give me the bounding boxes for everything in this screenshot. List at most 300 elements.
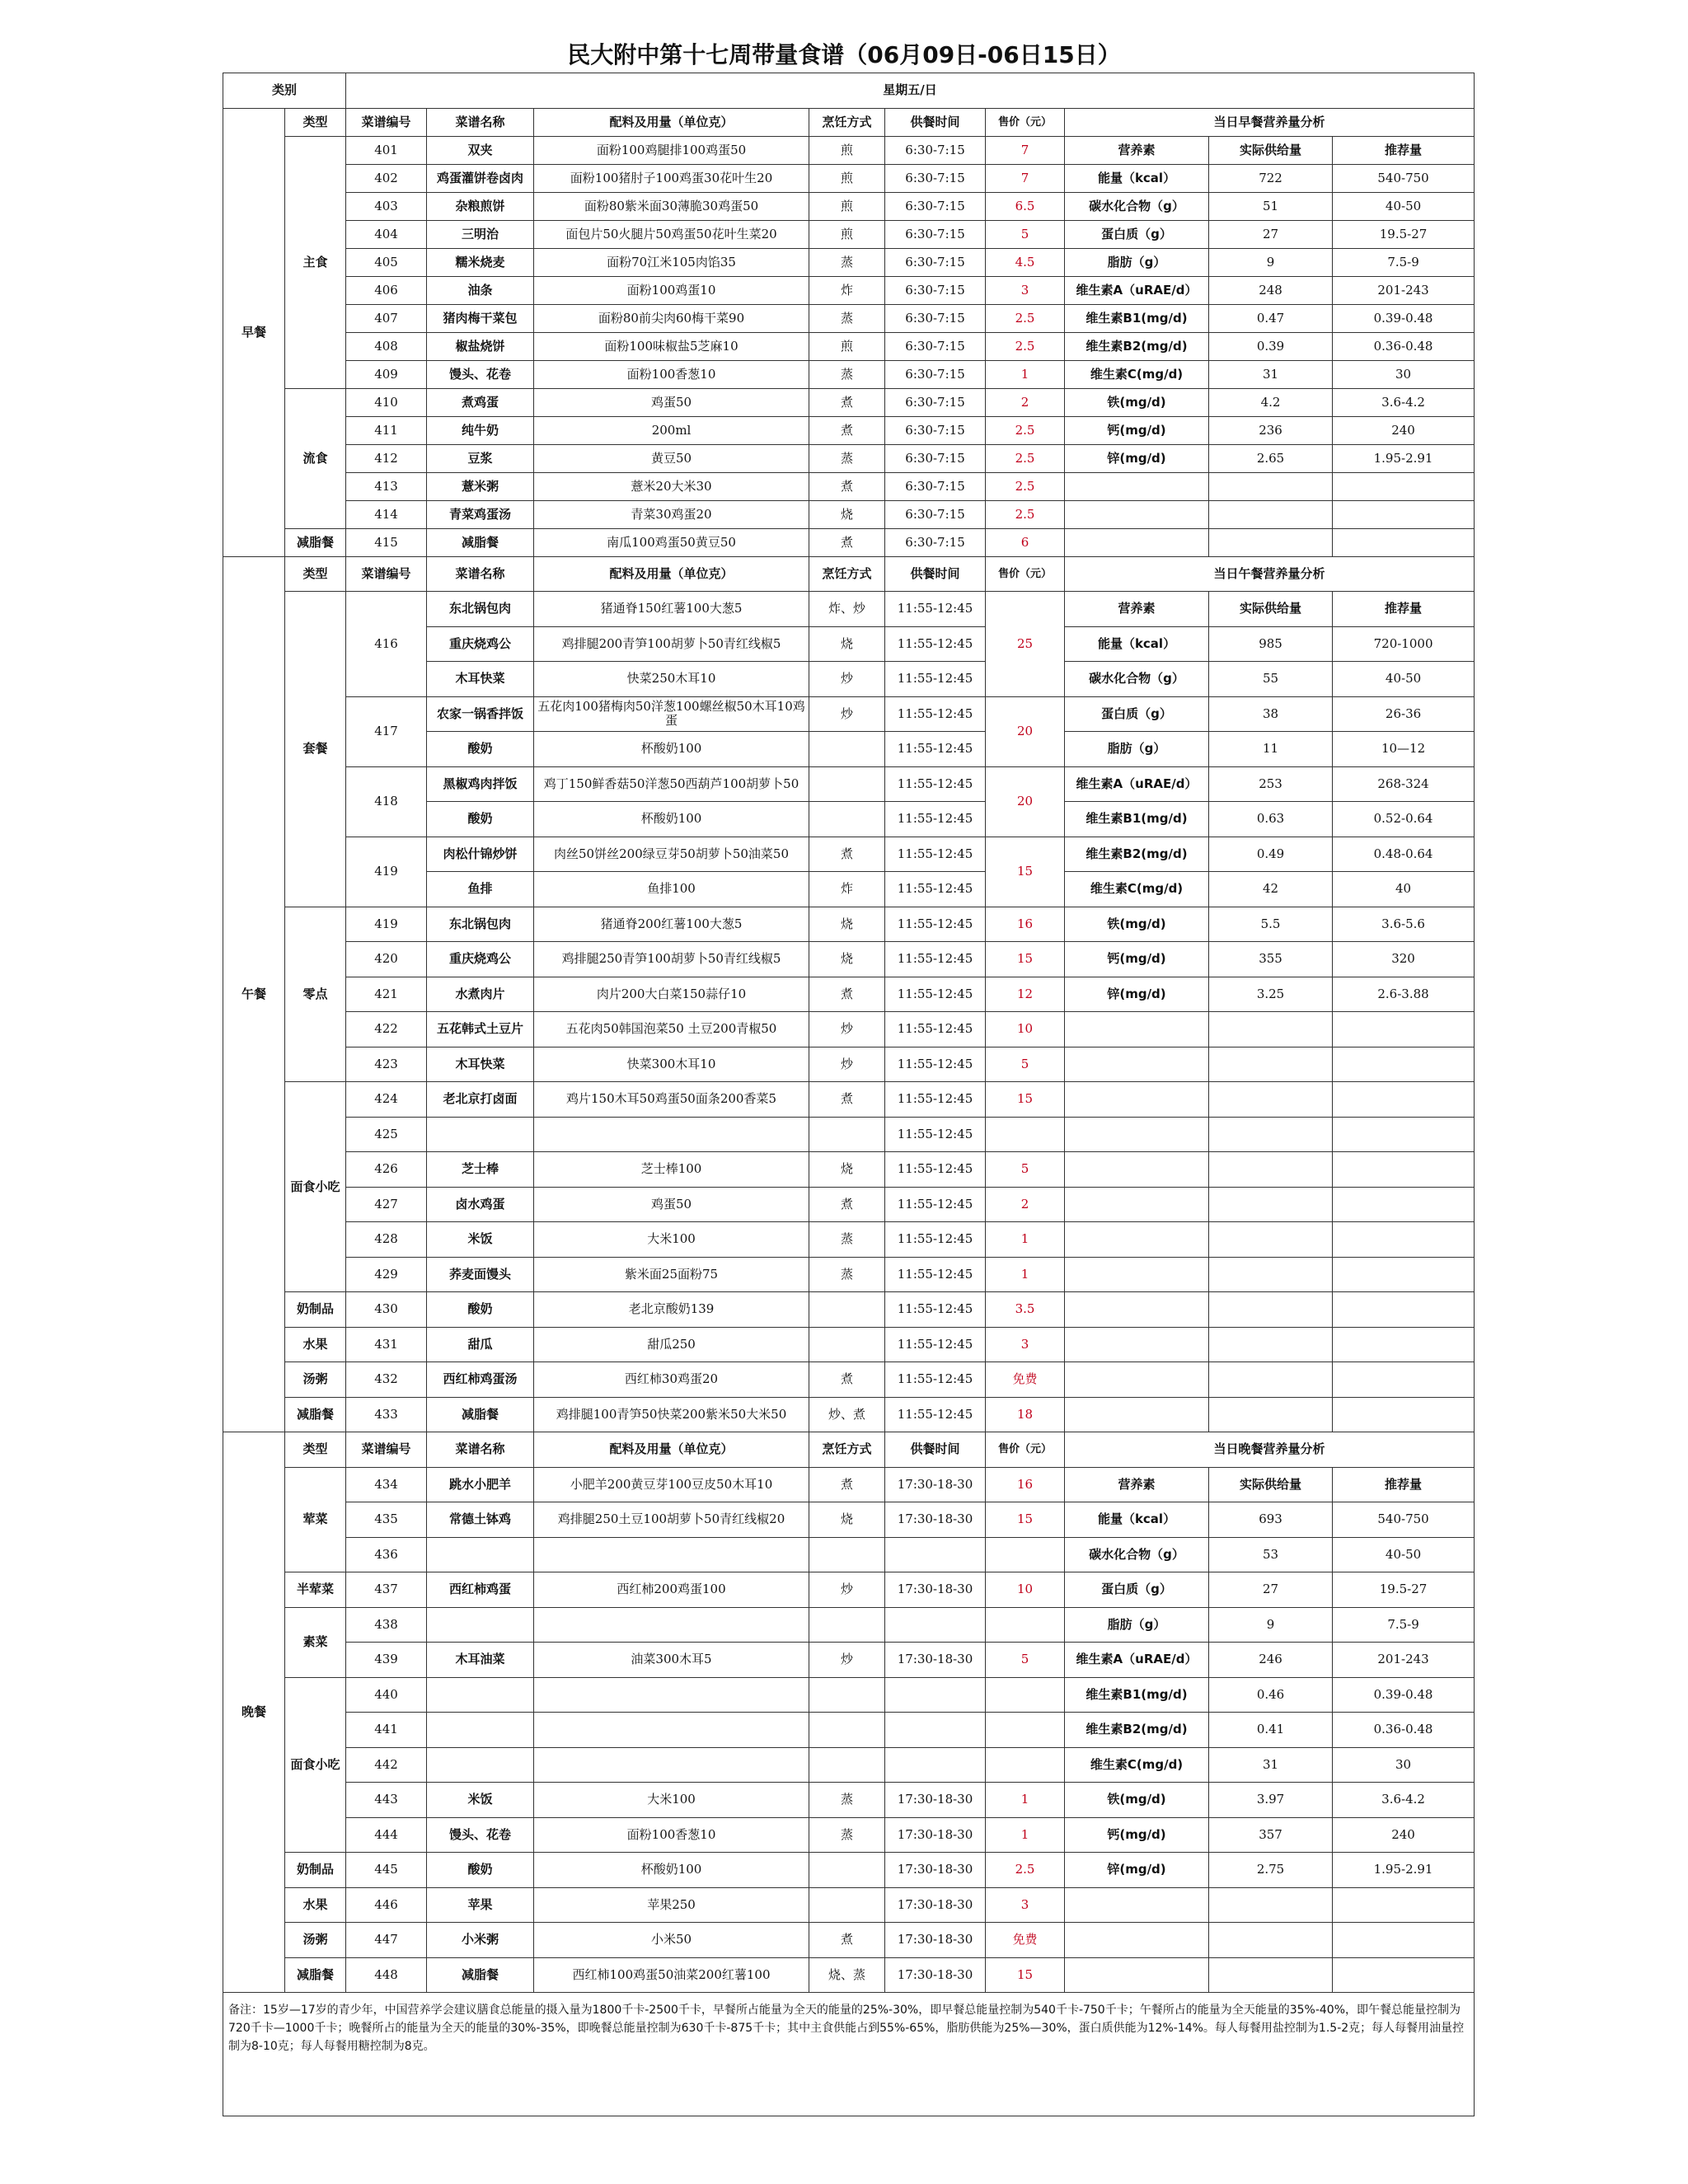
dish-type: 流食 [285, 388, 346, 528]
serving-time: 11:55-12:45 [885, 1257, 986, 1292]
table-row [223, 500, 1475, 528]
dish-price: 15 [986, 1957, 1065, 1993]
dish-price: 2.5 [986, 416, 1065, 444]
dish-price: 12 [986, 977, 1065, 1012]
dish-name: 杂粮煎饼 [427, 192, 534, 220]
dish-name: 鸡蛋灌饼卷卤肉 [427, 164, 534, 192]
day-header: 星期五/日 [346, 73, 1475, 109]
table-row [223, 942, 1475, 977]
dish-name [427, 1117, 534, 1152]
empty-cell [1209, 1292, 1333, 1328]
dish-name: 东北锅包肉 [427, 592, 534, 627]
nutrient-name: 蛋白质（g） [1065, 220, 1209, 248]
dish-ingredients: 200ml [534, 416, 809, 444]
dish-ingredients: 鸡排腿250青笋100胡萝卜50青红线椒5 [534, 942, 809, 977]
nutrient-actual: 3.97 [1209, 1783, 1333, 1818]
col-ingredients-header: 配料及用量（单位克） [534, 556, 809, 592]
dish-ingredients: 五花肉100猪梅肉50洋葱100螺丝椒50木耳10鸡蛋 [534, 696, 809, 732]
col-time-header: 供餐时间 [885, 108, 986, 136]
dish-price [986, 1677, 1065, 1713]
dish-code: 424 [346, 1082, 427, 1118]
empty-cell [1209, 1012, 1333, 1047]
empty-cell [1333, 1887, 1475, 1923]
table-row [223, 1432, 1475, 1468]
empty-cell [1333, 1187, 1475, 1222]
dish-ingredients: 鸡排腿250土豆100胡萝卜50青红线椒20 [534, 1502, 809, 1538]
cooking-method: 炸、炒 [809, 592, 885, 627]
nutrient-recommended: 0.52-0.64 [1333, 802, 1475, 837]
dish-name: 酸奶 [427, 802, 534, 837]
set-meal-price: 25 [986, 592, 1065, 697]
table-row [223, 73, 1475, 109]
nutrient-name: 钙(mg/d) [1065, 416, 1209, 444]
nutrient-actual: 3.25 [1209, 977, 1333, 1012]
cooking-method [809, 1677, 885, 1713]
table-row [223, 472, 1475, 500]
nutrient-name: 锌(mg/d) [1065, 1853, 1209, 1888]
dish-code: 448 [346, 1957, 427, 1993]
nutrient-actual: 693 [1209, 1502, 1333, 1538]
empty-cell [1209, 1923, 1333, 1958]
serving-time: 11:55-12:45 [885, 802, 986, 837]
dish-price: 3 [986, 1327, 1065, 1362]
empty-cell [1333, 1327, 1475, 1362]
serving-time: 11:55-12:45 [885, 1222, 986, 1258]
table-row [223, 1607, 1475, 1643]
serving-time: 11:55-12:45 [885, 1012, 986, 1047]
col-name-header: 菜谱名称 [427, 1432, 534, 1468]
col-cooking-header: 烹饪方式 [809, 108, 885, 136]
dish-ingredients: 杯酸奶100 [534, 732, 809, 767]
empty-cell [1065, 1887, 1209, 1923]
dish-code: 425 [346, 1117, 427, 1152]
serving-time [885, 1607, 986, 1643]
col-name-header: 菜谱名称 [427, 556, 534, 592]
dish-name: 减脂餐 [427, 528, 534, 556]
dish-code: 403 [346, 192, 427, 220]
nutrient-recommended: 0.39-0.48 [1333, 1677, 1475, 1713]
nutrient-name: 维生素B1(mg/d) [1065, 802, 1209, 837]
dish-ingredients: 快菜300木耳10 [534, 1047, 809, 1082]
table-row [223, 1152, 1475, 1188]
cooking-method: 煎 [809, 332, 885, 360]
dish-name: 常德土钵鸡 [427, 1502, 534, 1538]
nutrient-actual: 985 [1209, 626, 1333, 662]
table-row [223, 696, 1475, 732]
serving-time [885, 1713, 986, 1748]
menu-table [223, 73, 1475, 2116]
dish-name [427, 1677, 534, 1713]
nutrient-actual: 0.47 [1209, 304, 1333, 332]
dish-price: 3 [986, 1887, 1065, 1923]
dish-price: 10 [986, 1572, 1065, 1608]
dish-code: 420 [346, 942, 427, 977]
dish-name: 酸奶 [427, 1292, 534, 1328]
cooking-method [809, 1607, 885, 1643]
nutrient-actual: 55 [1209, 662, 1333, 697]
dish-code: 419 [346, 907, 427, 942]
dish-ingredients: 西红柿100鸡蛋50油菜200红薯100 [534, 1957, 809, 1993]
cooking-method: 煎 [809, 220, 885, 248]
serving-time: 11:55-12:45 [885, 907, 986, 942]
cooking-method: 炒 [809, 696, 885, 732]
dish-price: 2 [986, 1187, 1065, 1222]
dish-name: 双夹 [427, 136, 534, 164]
dish-name: 农家一锅香拌饭 [427, 696, 534, 732]
empty-cell [1209, 1362, 1333, 1398]
nutrient-actual: 355 [1209, 942, 1333, 977]
dish-ingredients: 面粉100鸡蛋10 [534, 276, 809, 304]
dish-name: 苹果 [427, 1887, 534, 1923]
empty-cell [1065, 1047, 1209, 1082]
nutrient-header: 营养素 [1065, 1467, 1209, 1502]
dish-code: 404 [346, 220, 427, 248]
dish-price: 免费 [986, 1923, 1065, 1958]
cooking-method [809, 802, 885, 837]
page-title: 民大附中第十七周带量食谱（06月09日-06日15日） [567, 41, 1121, 68]
serving-time: 11:55-12:45 [885, 1362, 986, 1398]
dish-price: 5 [986, 1047, 1065, 1082]
serving-time: 6:30-7:15 [885, 304, 986, 332]
table-row [223, 1292, 1475, 1328]
dish-price: 2.5 [986, 472, 1065, 500]
empty-cell [1209, 1047, 1333, 1082]
empty-cell [1333, 528, 1475, 556]
dish-price: 6 [986, 528, 1065, 556]
dish-name [427, 1607, 534, 1643]
dish-price: 5 [986, 220, 1065, 248]
serving-time [885, 1747, 986, 1783]
nutrient-recommended: 30 [1333, 1747, 1475, 1783]
cooking-method [809, 1117, 885, 1152]
dish-name: 糯米烧麦 [427, 248, 534, 276]
dish-ingredients: 青菜30鸡蛋20 [534, 500, 809, 528]
nutrient-actual: 0.46 [1209, 1677, 1333, 1713]
table-row [223, 1187, 1475, 1222]
cooking-method: 烧 [809, 1152, 885, 1188]
cooking-method [809, 1713, 885, 1748]
empty-cell [1065, 1362, 1209, 1398]
cooking-method: 炒 [809, 1643, 885, 1678]
nutrient-name: 维生素C(mg/d) [1065, 872, 1209, 907]
cooking-method [809, 1747, 885, 1783]
dish-name: 猪肉梅干菜包 [427, 304, 534, 332]
dish-ingredients: 西红柿30鸡蛋20 [534, 1362, 809, 1398]
dish-code: 418 [346, 766, 427, 837]
table-row [223, 907, 1475, 942]
cooking-method: 煮 [809, 416, 885, 444]
table-row [223, 220, 1475, 248]
table-row [223, 1047, 1475, 1082]
set-meal-price: 20 [986, 766, 1065, 837]
col-time-header: 供餐时间 [885, 1432, 986, 1468]
dish-code: 415 [346, 528, 427, 556]
nutrient-name: 脂肪（g） [1065, 1607, 1209, 1643]
dish-type: 素菜 [285, 1607, 346, 1677]
dish-code: 432 [346, 1362, 427, 1398]
dish-name: 水煮肉片 [427, 977, 534, 1012]
table-row [223, 1117, 1475, 1152]
cooking-method [809, 766, 885, 802]
nutrient-actual: 246 [1209, 1643, 1333, 1678]
serving-time: 11:55-12:45 [885, 837, 986, 872]
table-row [223, 1537, 1475, 1572]
dish-name: 纯牛奶 [427, 416, 534, 444]
dish-name [427, 1747, 534, 1783]
serving-time: 17:30-18-30 [885, 1887, 986, 1923]
table-row [223, 1327, 1475, 1362]
dish-code: 443 [346, 1783, 427, 1818]
serving-time: 17:30-18-30 [885, 1923, 986, 1958]
col-type-header: 类型 [285, 108, 346, 136]
dish-ingredients: 老北京酸奶139 [534, 1292, 809, 1328]
nutrient-actual: 42 [1209, 872, 1333, 907]
cooking-method: 炸 [809, 872, 885, 907]
nutrient-actual: 38 [1209, 696, 1333, 732]
dish-ingredients: 猪通脊150红薯100大葱5 [534, 592, 809, 627]
cooking-method: 蒸 [809, 304, 885, 332]
dish-price: 2 [986, 388, 1065, 416]
dish-ingredients: 苹果250 [534, 1887, 809, 1923]
table-row [223, 136, 1475, 164]
cooking-method: 煎 [809, 136, 885, 164]
dish-price: 15 [986, 1502, 1065, 1538]
dish-price [986, 1117, 1065, 1152]
dish-type: 奶制品 [285, 1853, 346, 1888]
table-row [223, 1012, 1475, 1047]
table-row [223, 164, 1475, 192]
dish-code: 408 [346, 332, 427, 360]
actual-header: 实际供给量 [1209, 136, 1333, 164]
cooking-method: 煮 [809, 472, 885, 500]
col-cooking-header: 烹饪方式 [809, 556, 885, 592]
serving-time: 6:30-7:15 [885, 472, 986, 500]
nutrient-recommended: 40 [1333, 872, 1475, 907]
dish-ingredients: 面包片50火腿片50鸡蛋50花叶生菜20 [534, 220, 809, 248]
serving-time: 6:30-7:15 [885, 276, 986, 304]
dish-name: 米饭 [427, 1783, 534, 1818]
dish-name: 芝士棒 [427, 1152, 534, 1188]
dish-type: 减脂餐 [285, 1957, 346, 1993]
nutrient-name: 能量（kcal） [1065, 626, 1209, 662]
dish-code: 438 [346, 1607, 427, 1643]
cooking-method: 蒸 [809, 1257, 885, 1292]
empty-cell [1065, 1957, 1209, 1993]
table-row [223, 1713, 1475, 1748]
serving-time [885, 1537, 986, 1572]
empty-cell [1065, 1082, 1209, 1118]
nutrient-actual: 236 [1209, 416, 1333, 444]
dish-code: 405 [346, 248, 427, 276]
dish-code: 447 [346, 1923, 427, 1958]
nutrient-name: 碳水化合物（g） [1065, 662, 1209, 697]
dish-price: 4.5 [986, 248, 1065, 276]
cooking-method: 煮 [809, 528, 885, 556]
serving-time: 11:55-12:45 [885, 872, 986, 907]
dish-price: 7 [986, 136, 1065, 164]
cooking-method: 烧 [809, 907, 885, 942]
dish-code: 439 [346, 1643, 427, 1678]
nutrient-name: 脂肪（g） [1065, 732, 1209, 767]
dish-ingredients: 甜瓜250 [534, 1327, 809, 1362]
table-row [223, 416, 1475, 444]
cooking-method: 炒、煮 [809, 1397, 885, 1432]
nutrient-recommended: 2.6-3.88 [1333, 977, 1475, 1012]
empty-cell [1333, 1957, 1475, 1993]
empty-cell [1209, 1327, 1333, 1362]
empty-cell [1333, 1012, 1475, 1047]
dish-price: 3.5 [986, 1292, 1065, 1328]
nutrient-name: 碳水化合物（g） [1065, 1537, 1209, 1572]
serving-time: 11:55-12:45 [885, 1047, 986, 1082]
dish-ingredients: 油菜300木耳5 [534, 1643, 809, 1678]
dish-ingredients: 面粉80紫米面30薄脆30鸡蛋50 [534, 192, 809, 220]
serving-time: 11:55-12:45 [885, 662, 986, 697]
serving-time: 11:55-12:45 [885, 626, 986, 662]
meal-label-lunch: 午餐 [223, 556, 285, 1432]
empty-cell [1065, 1923, 1209, 1958]
dish-ingredients: 鸡丁150鲜香菇50洋葱50西葫芦100胡萝卜50 [534, 766, 809, 802]
empty-cell [1209, 1187, 1333, 1222]
dish-name: 木耳快菜 [427, 662, 534, 697]
cooking-method: 蒸 [809, 1783, 885, 1818]
cooking-method: 煎 [809, 164, 885, 192]
dish-price [986, 1607, 1065, 1643]
nutrient-name: 维生素B2(mg/d) [1065, 332, 1209, 360]
nutrient-name: 能量（kcal） [1065, 164, 1209, 192]
serving-time: 11:55-12:45 [885, 1082, 986, 1118]
dish-price: 18 [986, 1397, 1065, 1432]
empty-cell [1209, 1117, 1333, 1152]
nutrient-recommended: 40-50 [1333, 662, 1475, 697]
nutrient-name: 能量（kcal） [1065, 1502, 1209, 1538]
nutrient-name: 铁(mg/d) [1065, 388, 1209, 416]
serving-time: 11:55-12:45 [885, 1187, 986, 1222]
table-row [223, 1677, 1475, 1713]
table-row [223, 977, 1475, 1012]
table-row [223, 248, 1475, 276]
dish-name: 鱼排 [427, 872, 534, 907]
dish-name: 肉松什锦炒饼 [427, 837, 534, 872]
nutrient-name: 锌(mg/d) [1065, 977, 1209, 1012]
nutrient-actual: 0.63 [1209, 802, 1333, 837]
table-row [223, 444, 1475, 472]
serving-time: 6:30-7:15 [885, 444, 986, 472]
nutrient-recommended: 0.36-0.48 [1333, 1713, 1475, 1748]
dish-ingredients: 快菜250木耳10 [534, 662, 809, 697]
dish-code: 428 [346, 1222, 427, 1258]
dish-code: 411 [346, 416, 427, 444]
dish-name: 卤水鸡蛋 [427, 1187, 534, 1222]
dish-name: 黑椒鸡肉拌饭 [427, 766, 534, 802]
serving-time: 11:55-12:45 [885, 1117, 986, 1152]
cooking-method: 蒸 [809, 1222, 885, 1258]
table-row [223, 556, 1475, 592]
serving-time: 11:55-12:45 [885, 1397, 986, 1432]
dish-name: 老北京打卤面 [427, 1082, 534, 1118]
nutrient-recommended: 540-750 [1333, 1502, 1475, 1538]
nutrient-header: 营养素 [1065, 136, 1209, 164]
dish-price: 6.5 [986, 192, 1065, 220]
recommended-header: 推荐量 [1333, 1467, 1475, 1502]
dish-price: 15 [986, 1082, 1065, 1118]
table-row [223, 1362, 1475, 1398]
nutrient-recommended: 1.95-2.91 [1333, 444, 1475, 472]
cooking-method [809, 732, 885, 767]
dish-price: 16 [986, 907, 1065, 942]
empty-cell [1209, 500, 1333, 528]
dish-ingredients: 紫米面25面粉75 [534, 1257, 809, 1292]
col-price-header: 售价（元） [986, 556, 1065, 592]
nutrient-actual: 51 [1209, 192, 1333, 220]
actual-header: 实际供给量 [1209, 592, 1333, 627]
dish-price: 1 [986, 1222, 1065, 1258]
cooking-method: 蒸 [809, 248, 885, 276]
cooking-method: 烧 [809, 500, 885, 528]
dish-name: 减脂餐 [427, 1957, 534, 1993]
recommended-header: 推荐量 [1333, 136, 1475, 164]
cooking-method: 炒 [809, 662, 885, 697]
dish-ingredients [534, 1677, 809, 1713]
nutrient-actual: 27 [1209, 220, 1333, 248]
nutrition-analysis-title: 当日早餐营养量分析 [1065, 108, 1475, 136]
nutrient-name: 脂肪（g） [1065, 248, 1209, 276]
nutrient-actual: 357 [1209, 1817, 1333, 1853]
category-header: 类别 [223, 73, 346, 109]
dish-code: 412 [346, 444, 427, 472]
nutrient-name: 维生素B2(mg/d) [1065, 1713, 1209, 1748]
cooking-method: 煮 [809, 388, 885, 416]
dish-ingredients: 西红柿200鸡蛋100 [534, 1572, 809, 1608]
table-row [223, 1817, 1475, 1853]
nutrient-actual: 31 [1209, 1747, 1333, 1783]
serving-time: 11:55-12:45 [885, 732, 986, 767]
nutrient-name: 维生素B1(mg/d) [1065, 304, 1209, 332]
nutrient-recommended: 40-50 [1333, 1537, 1475, 1572]
dish-name: 酸奶 [427, 732, 534, 767]
nutrient-actual: 53 [1209, 1537, 1333, 1572]
nutrient-recommended: 3.6-4.2 [1333, 388, 1475, 416]
col-ingredients-header: 配料及用量（单位克） [534, 108, 809, 136]
dish-price: 7 [986, 164, 1065, 192]
nutrient-recommended: 3.6-5.6 [1333, 907, 1475, 942]
dish-code: 416 [346, 592, 427, 697]
serving-time: 11:55-12:45 [885, 766, 986, 802]
nutrient-recommended: 0.39-0.48 [1333, 304, 1475, 332]
dish-type: 主食 [285, 136, 346, 388]
nutrient-recommended: 240 [1333, 416, 1475, 444]
nutrient-name: 维生素B2(mg/d) [1065, 837, 1209, 872]
nutrient-actual: 9 [1209, 1607, 1333, 1643]
nutrient-actual: 248 [1209, 276, 1333, 304]
dish-price: 1 [986, 360, 1065, 388]
serving-time: 6:30-7:15 [885, 332, 986, 360]
nutrient-name: 碳水化合物（g） [1065, 192, 1209, 220]
empty-cell [1209, 1397, 1333, 1432]
dish-price: 2.5 [986, 500, 1065, 528]
table-row [223, 1887, 1475, 1923]
cooking-method [809, 1327, 885, 1362]
nutrient-actual: 0.39 [1209, 332, 1333, 360]
meal-label-dinner: 晚餐 [223, 1432, 285, 1993]
dish-code: 437 [346, 1572, 427, 1608]
serving-time: 17:30-18-30 [885, 1467, 986, 1502]
dish-ingredients: 鸡片150木耳50鸡蛋50面条200香菜5 [534, 1082, 809, 1118]
nutrient-recommended: 10—12 [1333, 732, 1475, 767]
nutrient-recommended: 201-243 [1333, 1643, 1475, 1678]
cooking-method: 煮 [809, 1923, 885, 1958]
nutrient-actual: 4.2 [1209, 388, 1333, 416]
